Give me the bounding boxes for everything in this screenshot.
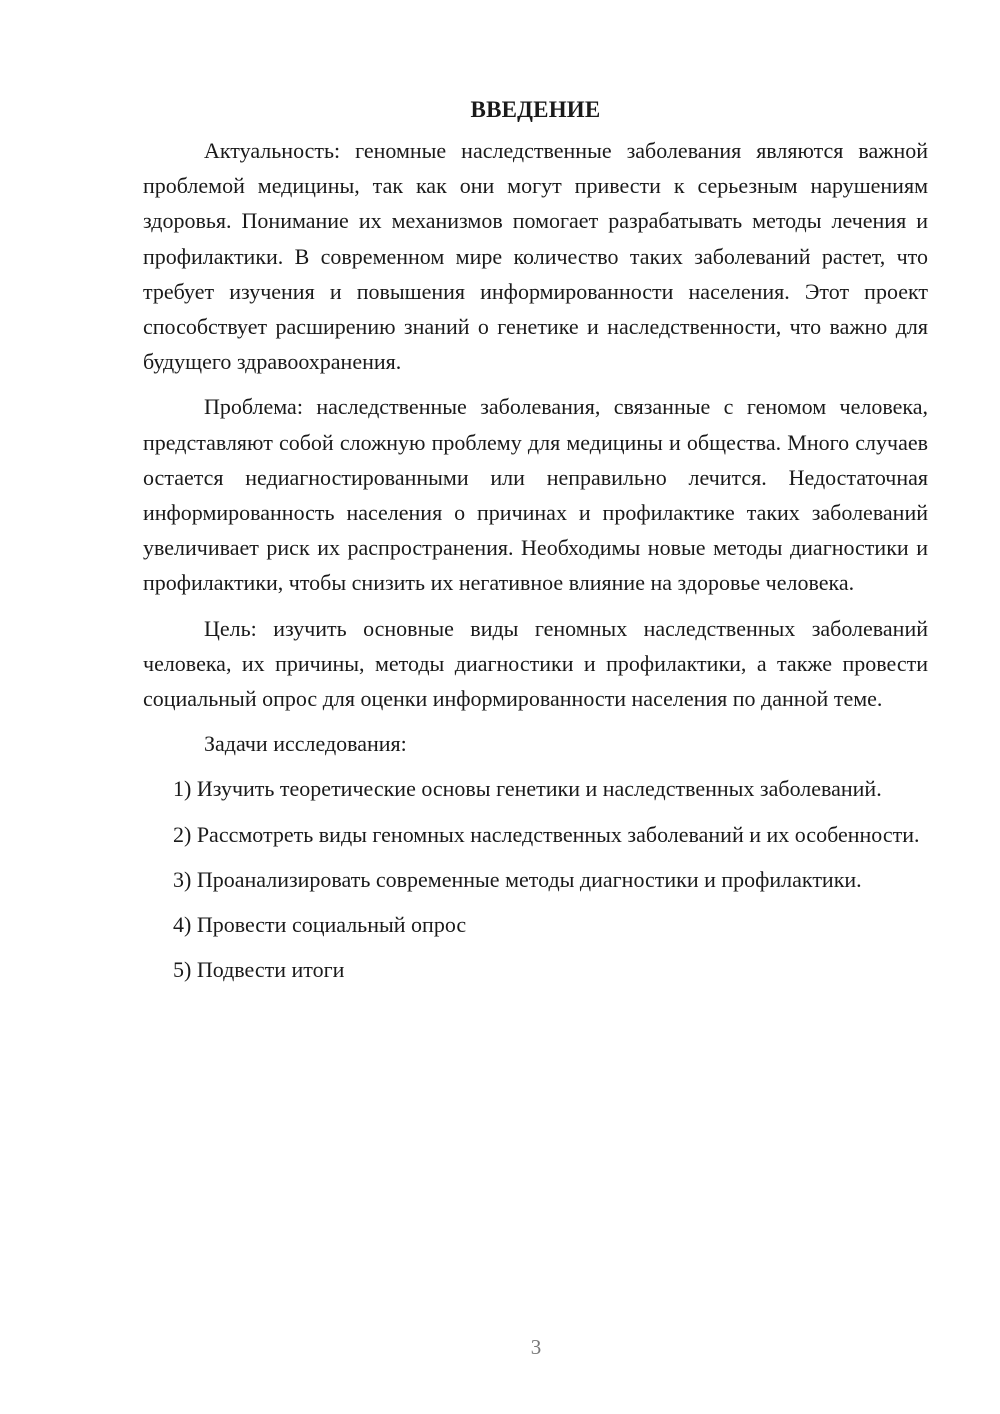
section-heading: ВВЕДЕНИЕ: [470, 97, 601, 122]
paragraph-goal: Цель: изучить основные виды геномных наследственных заболеваний человека, их причины, методы диагностики и профилактики, а также провести социальный опрос для оценки информированности населения по данной теме.: [143, 615, 928, 712]
task-item-2: 2) Рассмотреть виды геномных наследственных заболеваний и их особенности.: [173, 821, 920, 847]
task-item-1: 1) Изучить теоретические основы генетики и наследственных заболеваний.: [173, 776, 882, 802]
tasks-title: Задачи исследования:: [204, 731, 407, 757]
paragraph-relevance: Актуальность: геномные наследственные заболевания являются важной проблемой медицины, так как они могут привести к серьезным нарушениям здоровья. Понимание их механизмов помогает разрабатывать методы лечения и профилактики. В современном мире количество таких заболеваний растет, что требует изучения и повышения информированности населения. Этот проект способствует расширению знаний о генетике и наследственности, что важно для будущего здравоохранения.: [143, 138, 928, 375]
task-item-3: 3) Проанализировать современные методы диагностики и профилактики.: [173, 866, 862, 892]
task-item-4: 4) Провести социальный опрос: [173, 912, 467, 938]
page-content: [143, 92, 928, 997]
task-item-5: 5) Подвести итоги: [173, 957, 345, 983]
page-number: 3: [530, 1335, 542, 1359]
paragraph-problem: Проблема: наследственные заболевания, связанные с геномом человека, представляют собой сложную проблему для медицины и общества. Много случаев остается недиагностированными или неправильно лечится. Недостаточная информированность населения о причинах и профилактике таких заболеваний увеличивает риск их распространения. Необходимы новые методы диагностики и профилактики, чтобы снизить их негативное влияние на здоровье человека.: [143, 394, 928, 596]
